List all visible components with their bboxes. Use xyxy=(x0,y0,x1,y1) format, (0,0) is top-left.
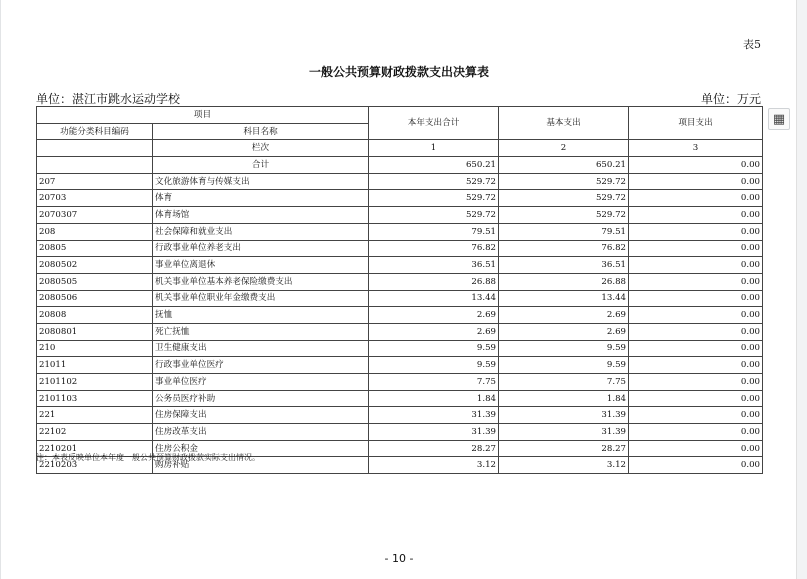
row-code: 22102 xyxy=(37,424,153,441)
row-basic: 36.51 xyxy=(499,257,629,274)
row-total: 28.27 xyxy=(369,440,499,457)
table-note: 注：本表反映单位本年度一般公共预算财政拨款实际支出情况。 xyxy=(36,453,260,462)
header-total: 本年支出合计 xyxy=(369,107,499,140)
row-basic: 529.72 xyxy=(499,173,629,190)
column-index-row xyxy=(37,140,763,157)
sum-project: 0.00 xyxy=(629,157,763,174)
row-basic: 76.82 xyxy=(499,240,629,257)
table-row xyxy=(37,357,763,374)
column-index-label: 栏次 xyxy=(153,140,369,157)
row-code: 20805 xyxy=(37,240,153,257)
row-subject-name: 购房补贴 xyxy=(153,457,369,474)
row-basic: 529.72 xyxy=(499,207,629,224)
row-subject-name: 抚恤 xyxy=(153,307,369,324)
row-basic: 31.39 xyxy=(499,407,629,424)
sum-total: 650.21 xyxy=(369,157,499,174)
table-row xyxy=(37,340,763,357)
table-row xyxy=(37,257,763,274)
row-total: 26.88 xyxy=(369,273,499,290)
row-subject-name: 体育 xyxy=(153,190,369,207)
row-subject-name: 体育场馆 xyxy=(153,207,369,224)
row-project: 0.00 xyxy=(629,290,763,307)
row-subject-name: 行政事业单位养老支出 xyxy=(153,240,369,257)
sum-basic: 650.21 xyxy=(499,157,629,174)
row-basic: 9.59 xyxy=(499,340,629,357)
page-title: 一般公共预算财政拨款支出决算表 xyxy=(308,65,489,79)
row-code: 210 xyxy=(37,340,153,357)
expenditure-table xyxy=(36,106,763,474)
row-project: 0.00 xyxy=(629,357,763,374)
row-code: 20808 xyxy=(37,307,153,324)
row-subject-name: 行政事业单位医疗 xyxy=(153,357,369,374)
row-total: 9.59 xyxy=(369,357,499,374)
row-subject-name: 机关事业单位职业年金缴费支出 xyxy=(153,290,369,307)
row-code: 2080801 xyxy=(37,323,153,340)
row-subject-name: 住房改革支出 xyxy=(153,424,369,441)
table-row xyxy=(37,290,763,307)
row-project: 0.00 xyxy=(629,207,763,224)
unit-currency-label: 单位：万元 xyxy=(701,92,762,106)
row-subject-name: 住房公积金 xyxy=(153,440,369,457)
row-total: 2.69 xyxy=(369,323,499,340)
sum-label: 合计 xyxy=(153,157,369,174)
row-project: 0.00 xyxy=(629,173,763,190)
row-subject-name: 住房保障支出 xyxy=(153,407,369,424)
row-total: 529.72 xyxy=(369,207,499,224)
row-basic: 2.69 xyxy=(499,323,629,340)
row-total: 9.59 xyxy=(369,340,499,357)
row-project: 0.00 xyxy=(629,440,763,457)
header-basic: 基本支出 xyxy=(499,107,629,140)
row-code: 2080505 xyxy=(37,273,153,290)
row-total: 31.39 xyxy=(369,424,499,441)
row-basic: 2.69 xyxy=(499,307,629,324)
header-item: 项目 xyxy=(37,107,369,124)
column-index-1: 1 xyxy=(369,140,499,157)
row-code: 20703 xyxy=(37,190,153,207)
table-row xyxy=(37,374,763,391)
sum-empty xyxy=(37,157,153,174)
row-project: 0.00 xyxy=(629,273,763,290)
row-basic: 7.75 xyxy=(499,374,629,391)
row-basic: 79.51 xyxy=(499,223,629,240)
table-row xyxy=(37,190,763,207)
unit-organization-label: 单位：湛江市跳水运动学校 xyxy=(36,92,181,106)
row-subject-name: 文化旅游体育与传媒支出 xyxy=(153,173,369,190)
calculator-icon[interactable]: ▦ xyxy=(768,108,790,130)
table-row xyxy=(37,323,763,340)
row-code: 2101103 xyxy=(37,390,153,407)
row-code: 21011 xyxy=(37,357,153,374)
column-index-2: 2 xyxy=(499,140,629,157)
row-subject-name: 机关事业单位基本养老保险缴费支出 xyxy=(153,273,369,290)
header-row-1 xyxy=(37,107,763,124)
row-project: 0.00 xyxy=(629,240,763,257)
table-row xyxy=(37,407,763,424)
row-total: 7.75 xyxy=(369,374,499,391)
row-project: 0.00 xyxy=(629,457,763,474)
header-subject-name: 科目名称 xyxy=(153,123,369,140)
row-code: 2080506 xyxy=(37,290,153,307)
table-row xyxy=(37,307,763,324)
row-total: 13.44 xyxy=(369,290,499,307)
row-subject-name: 事业单位离退休 xyxy=(153,257,369,274)
table-row xyxy=(37,173,763,190)
row-project: 0.00 xyxy=(629,407,763,424)
row-subject-name: 死亡抚恤 xyxy=(153,323,369,340)
row-project: 0.00 xyxy=(629,323,763,340)
row-total: 529.72 xyxy=(369,190,499,207)
row-total: 1.84 xyxy=(369,390,499,407)
row-code: 221 xyxy=(37,407,153,424)
row-basic: 529.72 xyxy=(499,190,629,207)
column-index-empty xyxy=(37,140,153,157)
row-basic: 3.12 xyxy=(499,457,629,474)
table-row xyxy=(37,207,763,224)
row-code: 2070307 xyxy=(37,207,153,224)
row-project: 0.00 xyxy=(629,390,763,407)
row-subject-name: 卫生健康支出 xyxy=(153,340,369,357)
row-basic: 13.44 xyxy=(499,290,629,307)
row-total: 31.39 xyxy=(369,407,499,424)
table-row xyxy=(37,273,763,290)
row-total: 529.72 xyxy=(369,173,499,190)
row-project: 0.00 xyxy=(629,374,763,391)
row-project: 0.00 xyxy=(629,257,763,274)
table-row xyxy=(37,390,763,407)
header-project: 项目支出 xyxy=(629,107,763,140)
row-basic: 26.88 xyxy=(499,273,629,290)
table-row xyxy=(37,424,763,441)
row-code: 208 xyxy=(37,223,153,240)
row-subject-name: 社会保障和就业支出 xyxy=(153,223,369,240)
row-project: 0.00 xyxy=(629,424,763,441)
row-project: 0.00 xyxy=(629,190,763,207)
header-func-code: 功能分类科目编码 xyxy=(37,123,153,140)
row-basic: 28.27 xyxy=(499,440,629,457)
row-basic: 31.39 xyxy=(499,424,629,441)
row-basic: 9.59 xyxy=(499,357,629,374)
row-basic: 1.84 xyxy=(499,390,629,407)
vertical-scrollbar[interactable] xyxy=(796,0,807,579)
row-code: 207 xyxy=(37,173,153,190)
row-total: 3.12 xyxy=(369,457,499,474)
column-index-3: 3 xyxy=(629,140,763,157)
row-code: 2210203 xyxy=(37,457,153,474)
row-project: 0.00 xyxy=(629,223,763,240)
sum-row xyxy=(37,157,763,174)
table-row xyxy=(37,240,763,257)
row-total: 76.82 xyxy=(369,240,499,257)
row-project: 0.00 xyxy=(629,340,763,357)
page-number: - 10 - xyxy=(384,552,414,565)
row-total: 2.69 xyxy=(369,307,499,324)
row-subject-name: 公务员医疗补助 xyxy=(153,390,369,407)
row-code: 2080502 xyxy=(37,257,153,274)
table-row xyxy=(37,223,763,240)
row-project: 0.00 xyxy=(629,307,763,324)
row-code: 2101102 xyxy=(37,374,153,391)
table-number-label: 表5 xyxy=(743,38,761,51)
row-code: 2210201 xyxy=(37,440,153,457)
row-subject-name: 事业单位医疗 xyxy=(153,374,369,391)
row-total: 79.51 xyxy=(369,223,499,240)
row-total: 36.51 xyxy=(369,257,499,274)
